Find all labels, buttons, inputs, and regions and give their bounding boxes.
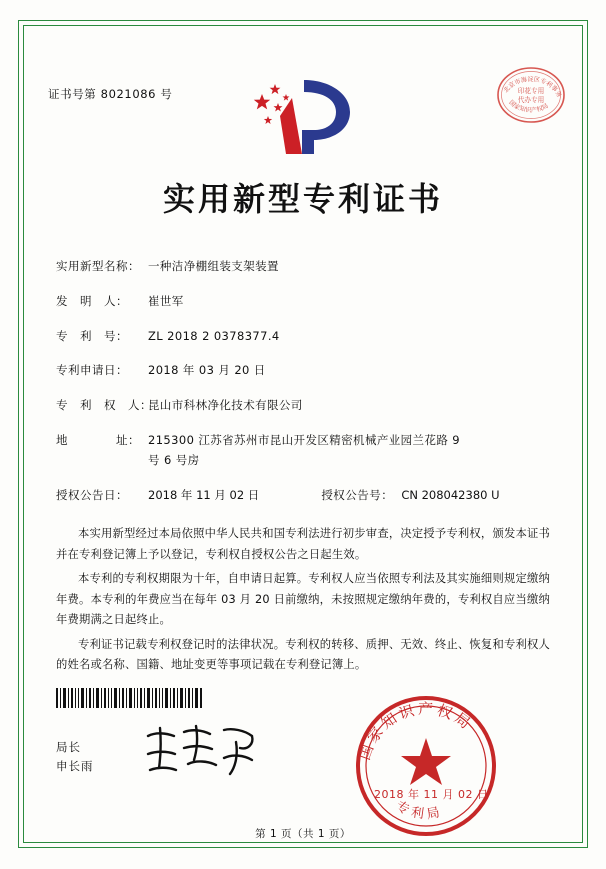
field-label: 实用新型名称：: [56, 259, 140, 273]
field-label: 授权公告日：: [56, 487, 128, 502]
svg-text:北京市海淀区专利事务: 北京市海淀区专利事务: [502, 76, 563, 99]
field-value: 昆山市科林净化技术有限公司: [148, 398, 303, 412]
certificate-number: 证书号第 8021086 号: [48, 87, 173, 101]
svg-text:代办专用: 代办专用: [517, 96, 545, 104]
field-label: 发 明 人：: [56, 293, 128, 308]
field-label: 地 址：: [56, 432, 140, 447]
barcode: [56, 688, 204, 708]
top-right-stamp-seal: [494, 58, 568, 132]
paragraph-2: 本专利的专利权期限为十年，自申请日起算。专利权人应当依照专利法及其实施细则规定缴纳年费。本专利的年费应当在每年 03 月 20 日前缴纳，未按照规定缴纳年费的，专利权自应当缴纳年费期满之日起终止。: [56, 572, 550, 627]
field-row-patentee: [56, 397, 550, 414]
director-block: [56, 738, 94, 776]
field-row-application-date: [56, 362, 550, 379]
grant-number-group: [321, 487, 499, 504]
field-row-address: [56, 432, 550, 470]
page-footer: 第 1 页（共 1 页）: [255, 828, 351, 840]
field-list: [56, 258, 550, 522]
director-name: 申长雨: [56, 758, 94, 773]
field-row-inventor: [56, 293, 550, 310]
director-title-label: 局长: [56, 740, 81, 754]
field-value: 一种洁净棚组装支架装置: [148, 259, 279, 273]
page-title: 实用新型专利证书: [162, 180, 443, 218]
field-value: CN 208042380 U: [401, 487, 500, 502]
field-label: 专 利 权 人：: [56, 398, 152, 412]
field-row-patent-number: [56, 328, 550, 345]
address-line-2: 号 6 号房: [148, 453, 200, 467]
svg-text:国家知识产权局: 国家知识产权局: [355, 699, 477, 763]
svg-text:国家知识产权局: 国家知识产权局: [507, 99, 550, 115]
director-signature: [140, 720, 260, 782]
field-value: 崔世军: [148, 293, 184, 308]
field-row-grant-announcement: [56, 487, 550, 504]
grant-date-group: [56, 487, 259, 504]
field-value: [148, 432, 550, 470]
field-label: 授权公告号：: [321, 487, 394, 502]
field-value: ZL 2018 2 0378377.4: [148, 328, 280, 343]
address-line-1: 215300 江苏省苏州市昆山开发区精密机械产业园兰花路 9: [148, 432, 461, 447]
legal-body-text: [56, 524, 550, 680]
svg-text:印花专用: 印花专用: [517, 87, 545, 95]
patent-office-logo-icon: [252, 72, 356, 158]
field-row-utility-model-name: [56, 258, 550, 275]
field-label: 专利申请日：: [56, 363, 128, 378]
seal-date: 2018 年 11 月 02 日: [374, 788, 489, 801]
field-value: 2018 年 11 月 02 日: [148, 487, 260, 502]
svg-text:专利局: 专利局: [393, 798, 445, 823]
field-label: 专 利 号：: [56, 328, 128, 343]
field-value: 2018 年 03 月 20 日: [148, 363, 266, 378]
official-red-seal: [352, 692, 500, 840]
paragraph-3: 专利证书记载专利权登记时的法律状况。专利权的转移、质押、无效、终止、恢复和专利权人的姓名或名称、国籍、地址变更等事项记载在专利登记簿上。: [56, 637, 550, 672]
paragraph-1: 本实用新型经过本局依照中华人民共和国专利法进行初步审查，决定授予专利权，颁发本证书并在专利登记簿上予以登记，专利权自授权公告之日起生效。: [56, 527, 550, 561]
